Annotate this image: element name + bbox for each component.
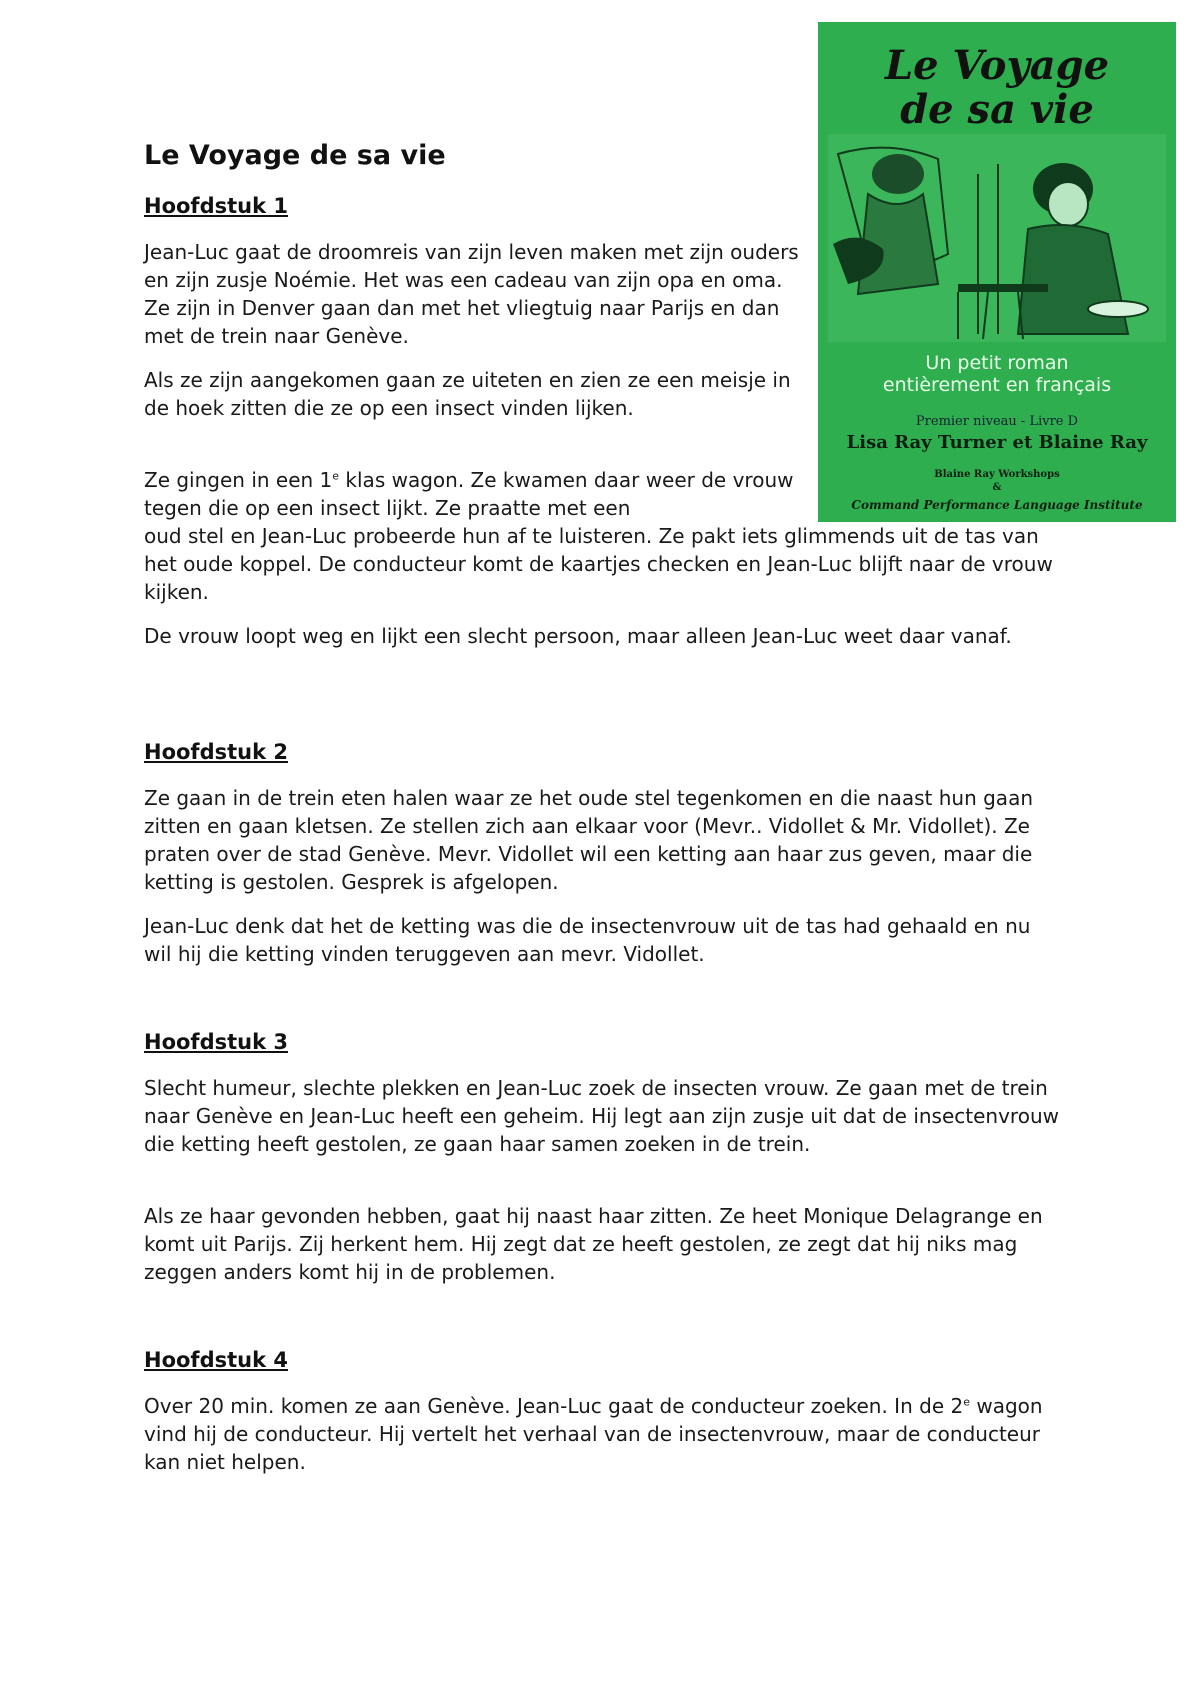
chapter-2-paragraph-2: Jean-Luc denk dat het de ketting was die de insectenvrouw uit de tas had gehaald en nu wil hij die ketting vinden teruggeven aan mevr. Vidollet. (144, 914, 1031, 966)
chapter-3-paragraph-1: Slecht humeur, slechte plekken en Jean-Luc zoek de insecten vrouw. Ze gaan met de trein naar Genève en Jean-Luc heeft een geheim. Hij legt aan zijn zusje uit dat de insectenvrouw die ketting heeft gestolen, ze gaan haar samen zoeken in de trein. (144, 1076, 1059, 1156)
cover-subtitle-line1: Un petit roman (925, 352, 1069, 374)
cover-publisher-line2: & (992, 482, 1002, 493)
chapter-4-paragraph-1-text-a: Over 20 min. komen ze aan Genève. Jean-Luc gaat de conducteur zoeken. In de 2 (144, 1394, 964, 1418)
chapter-1-heading: Hoofdstuk 1 (144, 194, 288, 218)
chapter-1-paragraph-1: Jean-Luc gaat de droomreis van zijn leven maken met zijn ouders en zijn zusje Noémie. Het was een cadeau van zijn opa en oma. Ze zijn in Denver gaan dan met het vliegtuig naar Parijs en dan met de trein naar Genève. (144, 240, 799, 348)
chapter-4-paragraph-1 (144, 1392, 1064, 1476)
cover-publisher (818, 468, 1176, 494)
cover-level: Premier niveau - Livre D (915, 414, 1079, 429)
chapter-1-paragraph-3-continued: oud stel en Jean-Luc probeerde hun af te luisteren. Ze pakt iets glimmends uit de tas van het oude koppel. De conducteur komt de kaartjes checken en Jean-Luc blijft naar de vrouw kijken. (144, 524, 1053, 604)
chapter-1-paragraph-3-text-b: klas wagon. Ze kwamen daar weer de vrouw tegen die op een insect lijkt. Ze praatte met een (144, 468, 794, 520)
cover-subtitle (818, 352, 1176, 396)
chapter-1-paragraph-3-superscript: e (332, 469, 340, 483)
cover-title (818, 44, 1176, 132)
chapter-1-paragraph-3 (144, 466, 799, 522)
cover-subtitle-line2: entièrement en français (882, 374, 1112, 396)
book-cover-image (818, 22, 1176, 522)
cover-authors: Lisa Ray Turner et Blaine Ray (846, 432, 1148, 453)
chapter-4-paragraph-1-text-b: wagon vind hij de conducteur. Hij vertelt het verhaal van de insectenvrouw, maar de conducteur kan niet helpen. (144, 1394, 1043, 1474)
chapter-2-paragraph-1: Ze gaan in de trein eten halen waar ze het oude stel tegenkomen en die naast hun gaan zitten en gaan kletsen. Ze stellen zich aan elkaar voor (Mevr.. Vidollet & Mr. Vidollet). Ze praten over de stad Genève. Mevr. Vidollet wil een ketting aan haar zus geven, maar die ketting is gestolen. Gesprek is afgelopen. (144, 786, 1033, 894)
chapter-3-paragraph-2: Als ze haar gevonden hebben, gaat hij naast haar zitten. Ze heet Monique Delagrange en komt uit Parijs. Zij herkent hem. Hij zegt dat ze heeft gestolen, ze zegt dat hij niks mag zeggen anders komt hij in de problemen. (144, 1204, 1043, 1284)
chapter-4-heading: Hoofdstuk 4 (144, 1348, 288, 1372)
chapter-4-paragraph-1-superscript: e (963, 1395, 970, 1409)
chapter-3-heading: Hoofdstuk 3 (144, 1030, 288, 1054)
chapter-1-paragraph-3-text-a: Ze gingen in een 1 (144, 468, 333, 492)
document-title: Le Voyage de sa vie (144, 140, 446, 171)
cover-publisher-line1: Blaine Ray Workshops (934, 469, 1060, 480)
cover-title-line2: de sa vie (900, 86, 1094, 133)
chapter-2-heading: Hoofdstuk 2 (144, 740, 288, 764)
cover-institute: Command Performance Language Institute (851, 498, 1143, 512)
cover-illustration (828, 134, 1166, 342)
chapter-1-paragraph-4: De vrouw loopt weg en lijkt een slecht persoon, maar alleen Jean-Luc weet daar vanaf. (144, 624, 1012, 648)
chapter-1-paragraph-2: Als ze zijn aangekomen gaan ze uiteten en zien ze een meisje in de hoek zitten die ze op een insect vinden lijken. (144, 368, 791, 420)
cover-title-line1: Le Voyage (884, 42, 1110, 89)
